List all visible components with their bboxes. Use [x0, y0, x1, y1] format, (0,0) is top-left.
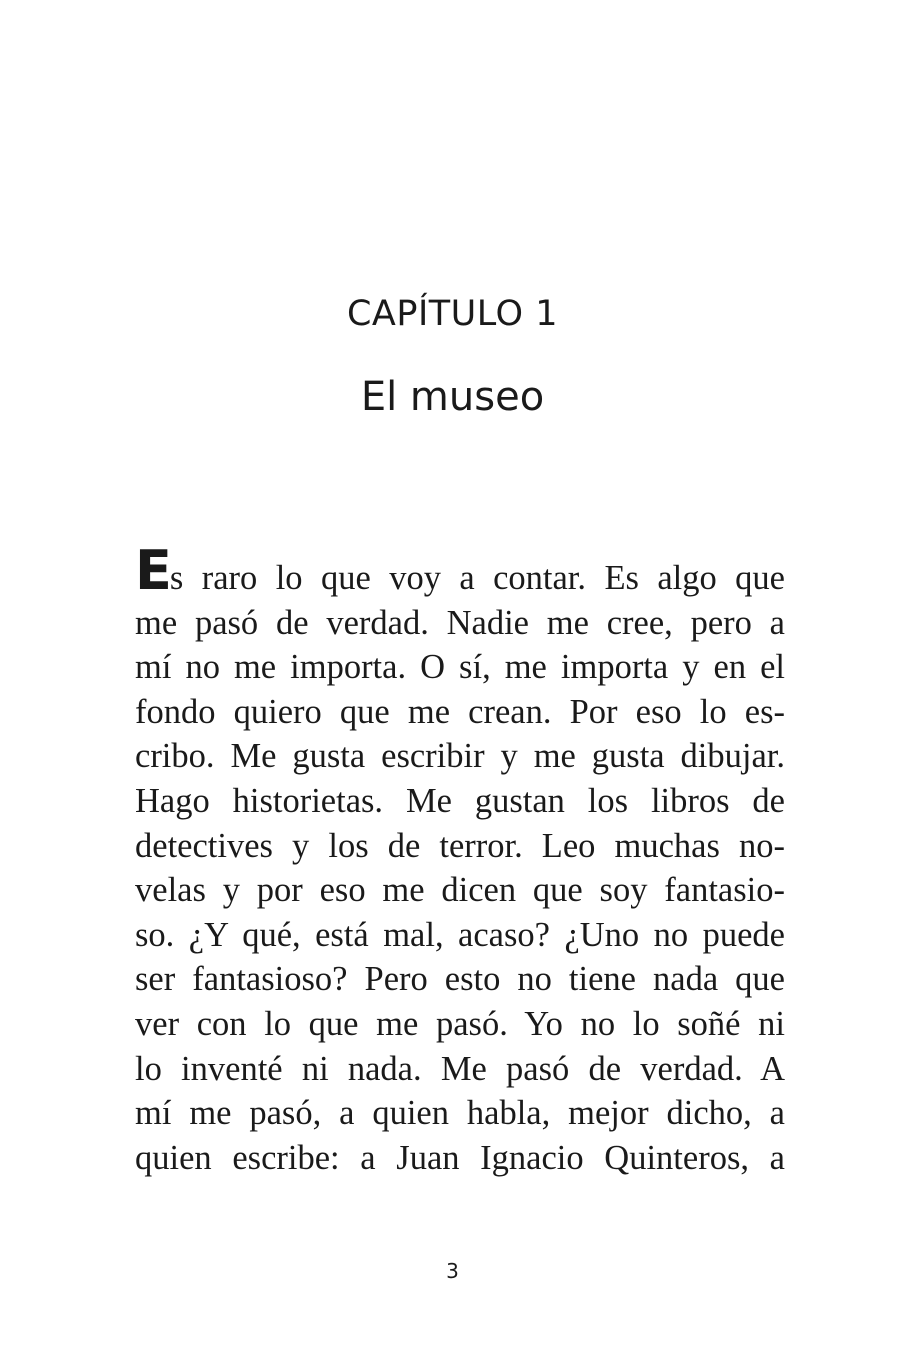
body-line: me pasó de verdad. Nadie me cree, pero a: [135, 603, 785, 642]
chapter-label: CAPÍTULO 1: [346, 294, 558, 334]
chapter-title: El museo: [360, 374, 545, 420]
body-line: mí no me importa. O sí, me importa y en el: [135, 648, 785, 687]
body-line: cribo. Me gusta escribir y me gusta dibujar.: [135, 737, 785, 776]
body-line: [135, 539, 785, 602]
body-line: fondo quiero que me crean. Por eso lo es-: [135, 692, 785, 731]
body-line: mí me pasó, a quien habla, mejor dicho, a: [135, 1094, 785, 1133]
body-line: quien escribe: a Juan Ignacio Quinteros, a: [135, 1138, 785, 1177]
body-line: detectives y los de terror. Leo muchas no-: [135, 826, 785, 865]
body-line: ser fantasioso? Pero esto no tiene nada que: [135, 960, 785, 999]
drop-cap: E: [135, 539, 170, 602]
body-line: Hago historietas. Me gustan los libros de: [135, 781, 785, 820]
body-line: so. ¿Y qué, está mal, acaso? ¿Uno no puede: [135, 915, 785, 954]
page-number: 3: [446, 1259, 459, 1283]
body-line: ver con lo que me pasó. Yo no lo soñé ni: [135, 1004, 785, 1043]
body-line: velas y por eso me dicen que soy fantasio-: [135, 871, 785, 910]
body-line: lo inventé ni nada. Me pasó de verdad. A: [135, 1049, 785, 1088]
body-line-text: s raro lo que voy a contar. Es algo que: [169, 559, 785, 597]
body-text: [135, 539, 785, 1180]
